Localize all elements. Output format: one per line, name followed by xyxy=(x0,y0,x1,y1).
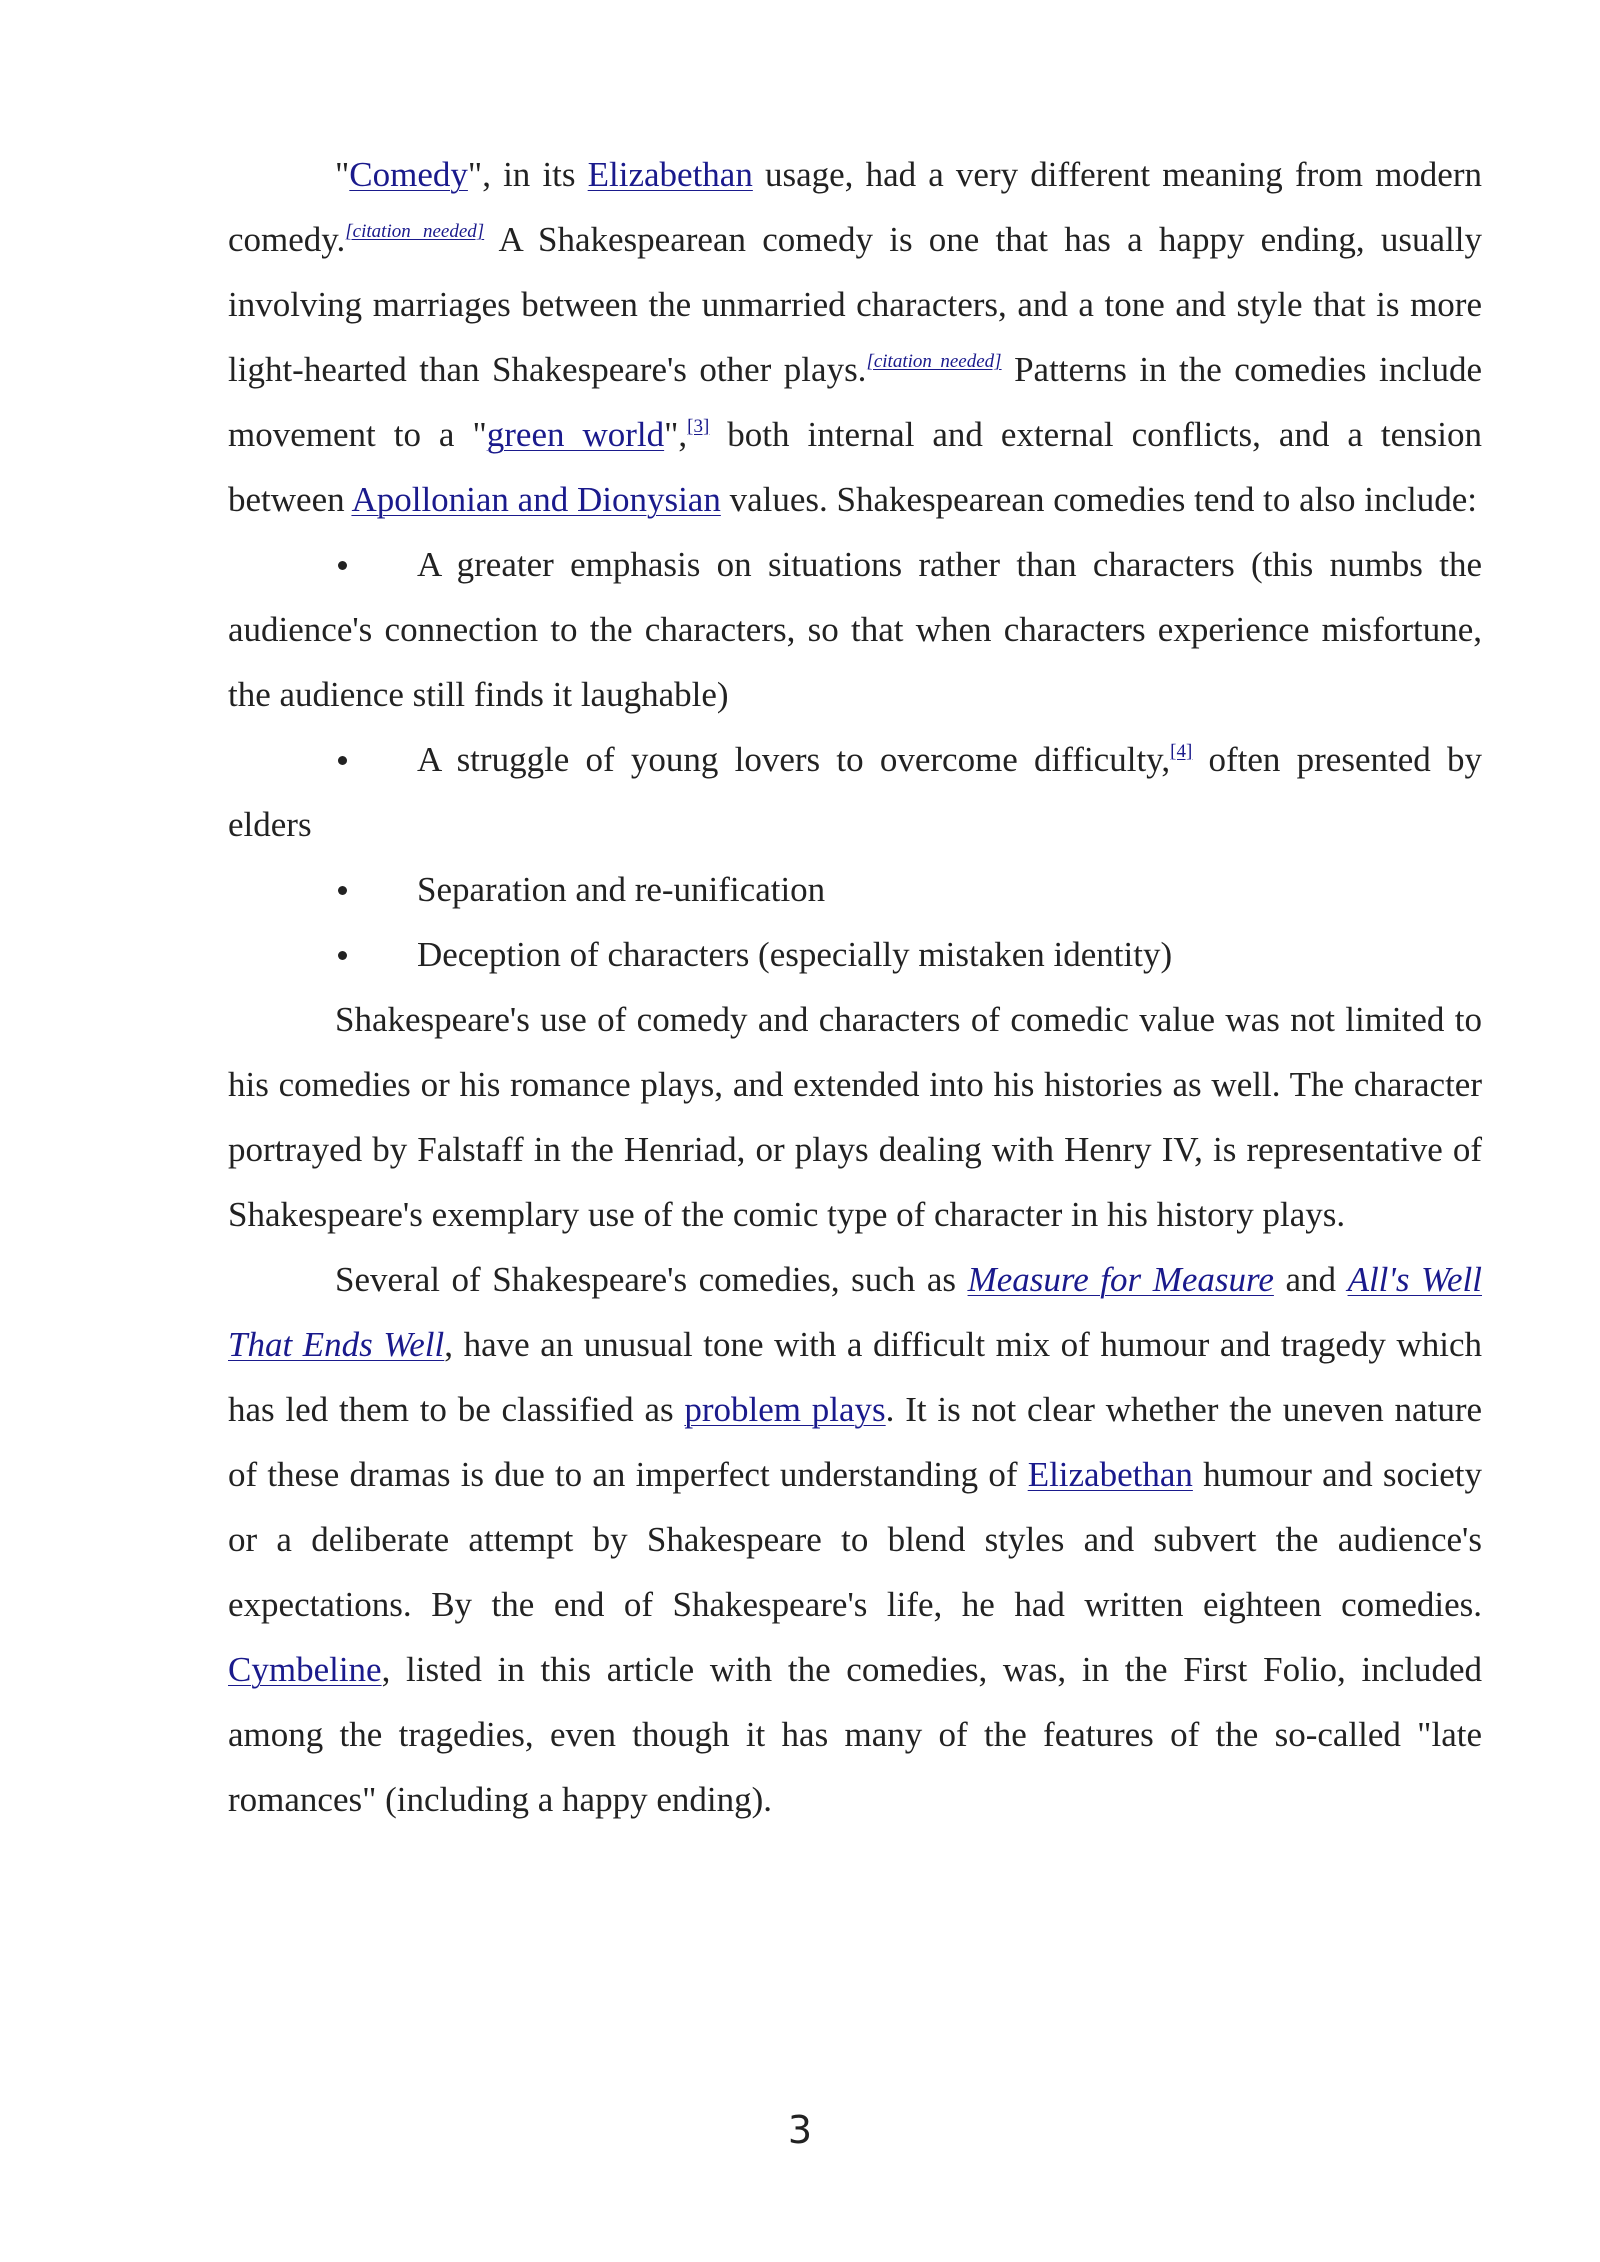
text-run: " xyxy=(335,155,350,194)
text-run: both internal and external conflicts, and a tension between xyxy=(228,415,1482,519)
list-item-text: A struggle of young lovers to overcome difficulty, xyxy=(417,740,1171,779)
citation-link-4[interactable]: [4] xyxy=(1170,741,1193,762)
citation-needed-1 xyxy=(345,221,484,242)
bullet-icon xyxy=(335,727,417,792)
list-item xyxy=(228,857,1482,922)
link-comedy[interactable]: Comedy xyxy=(349,155,468,194)
list-item xyxy=(228,727,1482,857)
link-alls-well-that-ends-well[interactable]: All's Well That Ends Well xyxy=(228,1260,1482,1364)
citation-link-3[interactable]: [3] xyxy=(687,416,710,437)
link-green-world[interactable]: green world xyxy=(486,415,665,454)
list-item-text: often presented by elders xyxy=(228,740,1482,844)
link-elizabethan-2[interactable]: Elizabethan xyxy=(1027,1455,1193,1494)
link-measure-for-measure[interactable]: Measure for Measure xyxy=(967,1260,1274,1299)
page-number: 3 xyxy=(787,2108,813,2152)
citation-needed-link[interactable]: [citation needed] xyxy=(866,351,1002,372)
text-run: , listed in this article with the comedies, was, in the First Folio, included among the tragedies, even though it has many of the features of the so-called "late romances" (including a happy ending). xyxy=(228,1650,1482,1819)
citation-needed-2 xyxy=(866,351,1001,372)
paragraph-problem-plays xyxy=(228,1247,1482,1832)
link-problem-plays[interactable]: problem plays xyxy=(684,1390,886,1429)
bullet-icon xyxy=(335,532,417,597)
text-run: ", xyxy=(664,415,688,454)
page-body xyxy=(228,142,1482,1832)
link-apollonian-and-dionysian[interactable]: Apollonian and Dionysian xyxy=(351,480,721,519)
bullet-icon xyxy=(335,857,417,922)
text-run: Patterns in the comedies include movement to a " xyxy=(228,350,1482,454)
text-run: humour and society or a deliberate attempt by Shakespeare to blend styles and subvert the audience's expectations. By the end of Shakespeare's life, he had written eighteen comedies. xyxy=(228,1455,1483,1624)
paragraph-falstaff: Shakespeare's use of comedy and characters of comedic value was not limited to his comedies or his romance plays, and extended into his histories as well. The character portrayed by Falstaff in the Henriad, or plays dealing with Henry IV, is representative of Shakespeare's exemplary use of the comic type of character in his history plays. xyxy=(228,1000,1482,1234)
list-item xyxy=(228,922,1482,987)
text-run: , have an unusual tone with a difficult mix of humour and tragedy which has led them to be classified as xyxy=(228,1325,1482,1429)
text-run: values. Shakespearean comedies tend to also include: xyxy=(720,480,1477,519)
link-elizabethan[interactable]: Elizabethan xyxy=(587,155,753,194)
list-item-text: Deception of characters (especially mistaken identity) xyxy=(417,935,1173,974)
list-item-text: Separation and re-unification xyxy=(417,870,826,909)
list-item-text: A greater emphasis on situations rather than characters (this numbs the audience's connection to the characters, so that when characters experience misfortune, the audience still finds it laughable) xyxy=(228,545,1482,714)
text-run: ", in its xyxy=(467,155,588,194)
text-run: . It is not clear whether the uneven nature of these dramas is due to an imperfect understanding of xyxy=(228,1390,1483,1494)
text-run: and xyxy=(1273,1260,1348,1299)
paragraph-intro xyxy=(228,142,1482,532)
text-run: A Shakespearean comedy is one that has a happy ending, usually involving marriages between the unmarried characters, and a tone and style that is more light-hearted than Shakespeare's other plays. xyxy=(228,220,1483,389)
list-item xyxy=(228,532,1482,727)
text-run: usage, had a very different meaning from modern comedy. xyxy=(228,155,1482,259)
link-cymbeline[interactable]: Cymbeline xyxy=(228,1650,382,1689)
citation-needed-link[interactable]: [citation needed] xyxy=(345,221,485,242)
citation-3 xyxy=(687,416,709,437)
text-run: Several of Shakespeare's comedies, such as xyxy=(335,1260,968,1299)
bullet-icon xyxy=(335,922,417,987)
citation-4 xyxy=(1170,741,1192,762)
